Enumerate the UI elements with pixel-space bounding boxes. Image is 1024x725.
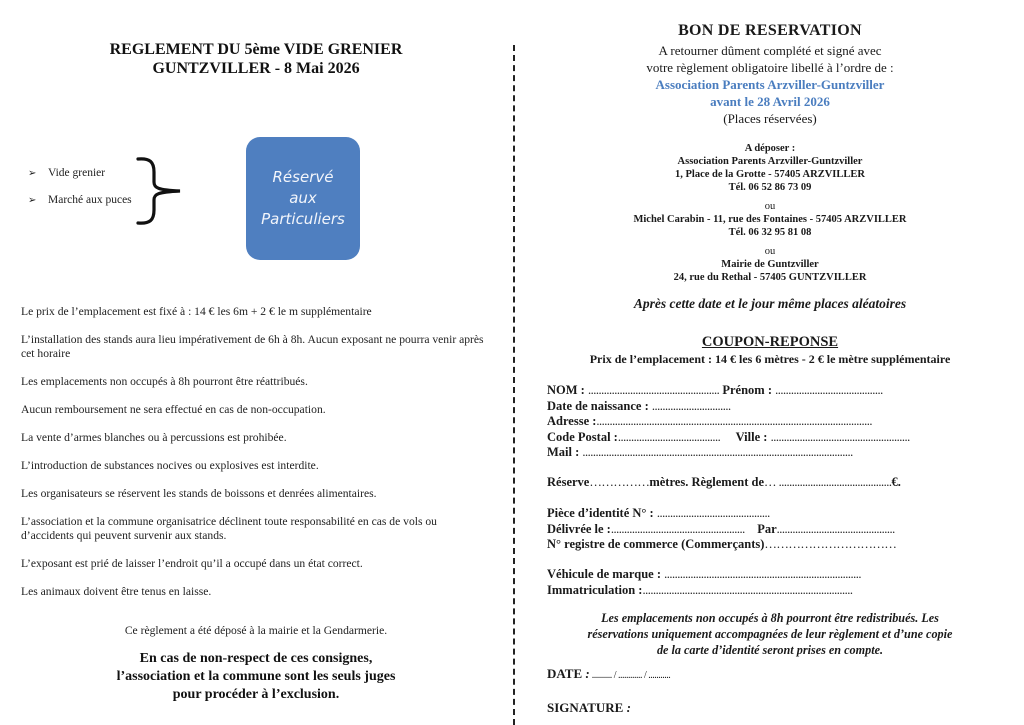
after-date-note: Après cette date et le jour même places aléatoires [633,296,907,311]
warning-line: En cas de non-respect de ces consignes, [139,651,373,666]
bullet-label: Marché aux puces [48,194,132,206]
cp-ville-row [547,430,910,446]
rule-item: L’exposant est prié de laisser l’endroit qu’il a occupé dans un état correct. [21,557,363,570]
title-line-1: REGLEMENT DU 5ème VIDE GRENIER [109,41,403,58]
piece-field[interactable]: ........................................... [656,506,770,520]
delivree-label: Délivrée le : [547,521,611,536]
rule-item: L’introduction de substances nocives ou explosives est interdite. [21,459,319,472]
coupon-price: Prix de l’emplacement : 14 € les 6 mètres - 2 € le mètre supplémentaire [589,352,951,366]
piece-row [547,506,896,522]
prenom-field[interactable]: ......................................... [775,383,883,397]
note-line: Les emplacements non occupés à 8h pourront être redistribués. Les [601,611,939,625]
par-field[interactable]: ............................................. [776,521,895,536]
immat-field[interactable]: ................................................................................ [642,582,853,597]
registre-row [547,537,896,553]
mail-field[interactable]: ....................................................................................................... [582,445,853,459]
rule-item: Les animaux doivent être tenus en laisse. [21,585,212,598]
date-field[interactable]: .......... / ............ / ........... [589,670,671,681]
ville-field[interactable]: ..................................................... [770,429,910,444]
par-label: Par [757,521,777,536]
immat-row [547,583,861,599]
signature-field[interactable]: : [623,700,631,715]
warning-line: l’association et la commune sont les seuls juges [116,669,396,684]
intro-line: A retourner dûment complété et signé avec [658,43,882,58]
reserve-label: Réserve [547,475,590,489]
curly-brace-icon [136,156,184,226]
deadline: avant le 28 Avril 2026 [710,94,830,109]
nom-label: NOM : [547,383,585,397]
bullet-item [28,166,132,193]
bullet-item [28,193,132,220]
rule-item: Les emplacements non occupés à 8h pourront être réattribués. [21,375,308,388]
naissance-label: Date de naissance : [547,398,649,413]
reglement-field[interactable]: … ........................................... [764,475,892,489]
note-line: réservations uniquement accompagnées de leur règlement et d’une copie [587,627,953,641]
date-label: DATE [547,666,583,681]
ville-label: Ville : [735,429,768,444]
reservation-intro [516,42,1024,76]
intro-line: votre règlement obligatoire libellé à l’ordre de : [646,60,894,75]
mail-label: Mail : [547,445,580,459]
address-line: 1, Place de la Grotte - 57405 ARZVILLER [675,169,865,180]
euro-label: €. [891,475,901,489]
reglement-title [0,40,512,78]
places-note: (Places réservées) [723,111,817,126]
date-colon: : [582,666,590,681]
immat-label: Immatriculation : [547,582,643,597]
metres-label: mètres. Règlement de [649,475,764,489]
piece-label: Pièce d’identité N° : [547,506,654,520]
reservation-row [547,475,901,491]
delivree-row [547,522,896,538]
adresse-label: Adresse : [547,414,597,428]
rule-item: L’association et la commune organisatrice déclinent toute responsabilité en cas de vols ou d’accidents qui peuvent survenir aux stands. [21,515,437,542]
bullet-label: Vide grenier [48,167,106,179]
note-line: de la carte d’identité seront prises en compte. [656,643,884,657]
rule-item: Aucun remboursement ne sera effectué en cas de non-occupation. [21,403,326,416]
mail-row [547,445,910,461]
nom-prenom-row [547,383,910,399]
arrow-bullet-icon: ➢ [28,168,37,179]
exclusion-warning [0,650,512,704]
address-line: 24, rue du Rethal - 57405 GUNTZVILLER [673,272,867,283]
redistribution-note [516,610,1024,658]
signature-row [547,700,631,716]
payee-block [516,76,1024,110]
vehicule-row [547,567,861,583]
warning-line: pour procéder à l’exclusion. [172,687,340,702]
vehicule-label: Véhicule de marque : [547,567,661,581]
identity-fields [547,383,910,461]
code-postal-label: Code Postal : [547,429,618,444]
address-line: Michel Carabin - 11, rue des Fontaines - 57405 ARZVILLER [633,214,907,225]
signature-label: SIGNATURE [547,700,624,715]
vehicule-field[interactable]: ........................................................................... [664,567,861,581]
bullet-list [28,166,132,220]
adresse-field[interactable]: ......................................................................................................... [596,414,873,428]
reserved-badge [246,137,360,260]
payee-name: Association Parents Arzviller-Guntzviller [655,77,885,92]
badge-line-2: aux [289,189,317,207]
reservation-page [516,0,1024,725]
naissance-row [547,399,910,415]
metres-field[interactable]: …………… [589,475,650,489]
vehicle-fields [547,567,861,598]
registre-field[interactable]: …………………………… [764,537,897,551]
deposit-heading: A déposer : [744,143,796,154]
deposit-note: Ce règlement a été déposé à la mairie et la Gendarmerie. [124,624,388,637]
naissance-field[interactable]: .............................. [651,398,731,413]
address-line: Mairie de Guntzviller [721,259,819,270]
title-line-2: GUNTZVILLER - 8 Mai 2026 [152,60,360,77]
nom-field[interactable]: .................................................. [587,383,720,397]
or-separator: ou [764,246,776,257]
phone-line: Tél. 06 32 95 81 08 [728,227,812,238]
cut-line-divider [513,45,515,725]
badge-line-3: Particuliers [261,210,345,228]
id-fields [547,506,896,553]
rule-item: Le prix de l’emplacement est fixé à : 14 € les 6m + 2 € le m supplémentaire [21,305,372,318]
deposit-addresses [516,142,1024,284]
reservation-title: BON DE RESERVATION [678,22,862,39]
adresse-row [547,414,910,430]
or-separator: ou [764,201,776,212]
delivree-field[interactable]: ................................................... [610,521,745,536]
phone-line: Tél. 06 52 86 73 09 [728,182,812,193]
badge-line-1: Réservé [272,168,334,186]
rules-list [21,305,491,613]
arrow-bullet-icon: ➢ [28,195,37,206]
rule-item: La vente d’armes blanches ou à percussions est prohibée. [21,431,287,444]
address-line: Association Parents Arzviller-Guntzviller [677,156,863,167]
date-row [547,666,670,682]
rule-item: L’installation des stands aura lieu impérativement de 6h à 8h. Aucun exposant ne pourra venir après cet horaire [21,333,484,360]
code-postal-field[interactable]: ....................................... [617,429,721,444]
prenom-label: Prénom : [722,383,772,397]
rule-item: Les organisateurs se réservent les stands de boissons et denrées alimentaires. [21,487,377,500]
registre-label: N° registre de commerce (Commerçants) [547,537,765,551]
coupon-title: COUPON-REPONSE [701,334,839,350]
